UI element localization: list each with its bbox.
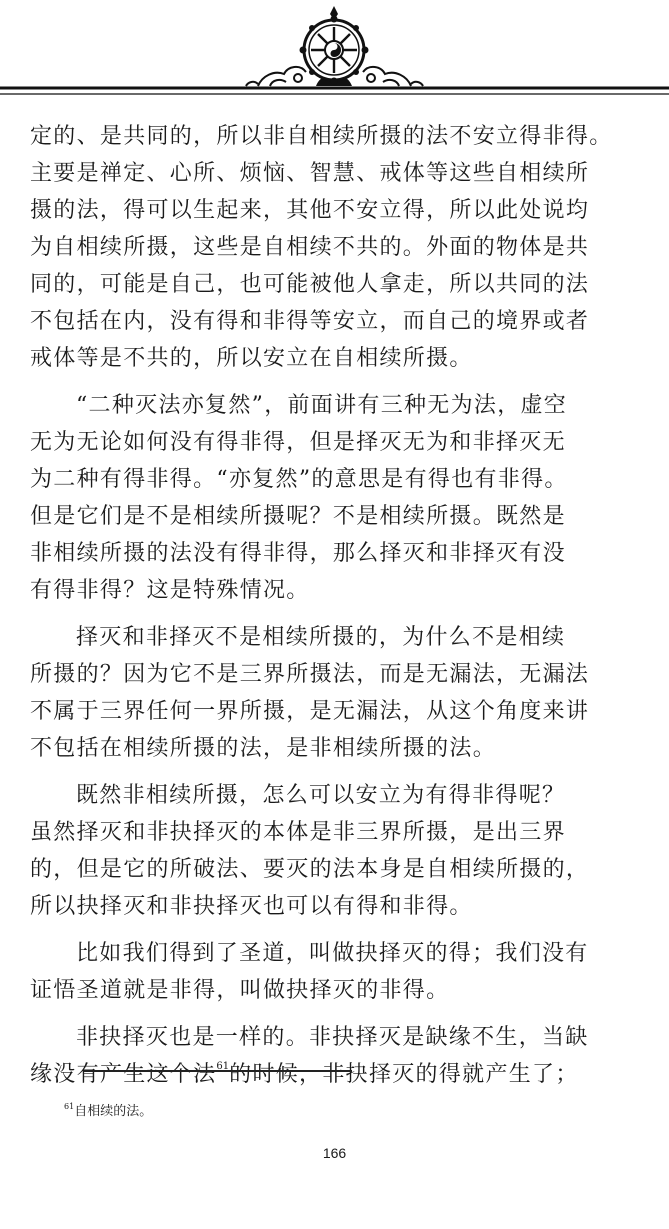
body-text	[30, 118, 660, 1093]
text-line: 为二种有得非得。“亦复然”的意思是有得也有非得。	[30, 467, 568, 492]
text-line: 择灭和非择灭不是相续所摄的，为什么不是相续	[76, 625, 566, 650]
text-line: 所摄的？因为它不是三界所摄法，而是无漏法，无漏法	[30, 662, 590, 687]
text-line: 不包括在相续所摄的法，是非相续所摄的法。	[30, 736, 497, 761]
text-line: 无为无论如何没有得非得，但是择灭无为和非择灭无	[30, 430, 566, 455]
paragraph	[30, 118, 660, 377]
page-header	[0, 0, 669, 100]
text-line: 为自相续所摄，这些是自相续不共的。外面的物体是共	[30, 235, 590, 260]
text-line: 的，但是它的所破法、要灭的法本身是自相续所摄的，	[30, 857, 590, 882]
text-line: 证悟圣道就是非得，叫做抉择灭的非得。	[30, 978, 450, 1003]
text-line: 主要是禅定、心所、烦恼、智慧、戒体等这些自相续所	[30, 161, 590, 186]
text-line: 但是它们是不是相续所摄呢？不是相续所摄。既然是	[30, 504, 566, 529]
paragraph	[30, 777, 660, 925]
text-line: 非抉择灭也是一样的。非抉择灭是缺缘不生，当缺	[76, 1025, 589, 1050]
footnote-divider	[84, 1070, 352, 1072]
paragraph	[30, 387, 660, 609]
text-line: 既然非相续所摄，怎么可以安立为有得非得呢？	[76, 783, 566, 808]
text-line: 非相续所摄的法没有得非得，那么择灭和非择灭有没	[30, 541, 566, 566]
text-line: 戒体等是不共的，所以安立在自相续所摄。	[30, 346, 473, 371]
text-run: 的时候，非抉择灭的得就产生了；	[229, 1062, 579, 1087]
text-line: 虽然择灭和非抉择灭的本体是非三界所摄，是出三界	[30, 820, 566, 845]
text-run: 缘没有产生这个法	[30, 1062, 217, 1087]
footnote-reference[interactable]: 61	[216, 1061, 230, 1072]
paragraph	[30, 619, 660, 767]
dharma-wheel-icon	[0, 0, 669, 100]
text-line: “二种灭法亦复然”，前面讲有三种无为法，虚空	[76, 393, 568, 418]
paragraph	[30, 935, 660, 1009]
text-line: 定的、是共同的，所以非自相续所摄的法不安立得非得。	[30, 124, 613, 149]
text-line: 所以抉择灭和非抉择灭也可以有得和非得。	[30, 894, 473, 919]
text-line: 不属于三界任何一界所摄，是无漏法，从这个角度来讲	[30, 699, 590, 724]
footnote-text: 自相续的法。	[74, 1104, 153, 1119]
paragraph	[30, 1019, 660, 1093]
text-line: 摄的法，得可以生起来，其他不安立得，所以此处说均	[30, 198, 590, 223]
text-line	[30, 1056, 660, 1093]
text-line: 比如我们得到了圣道，叫做抉择灭的得；我们没有	[76, 941, 589, 966]
footnote	[64, 1100, 152, 1119]
page-number: 166	[322, 1145, 347, 1161]
text-line: 不包括在内，没有得和非得等安立，而自己的境界或者	[30, 309, 590, 334]
footnote-number: 61	[64, 1102, 75, 1111]
text-line: 同的，可能是自己，也可能被他人拿走，所以共同的法	[30, 272, 590, 297]
text-line: 有得非得？这是特殊情况。	[30, 578, 310, 603]
